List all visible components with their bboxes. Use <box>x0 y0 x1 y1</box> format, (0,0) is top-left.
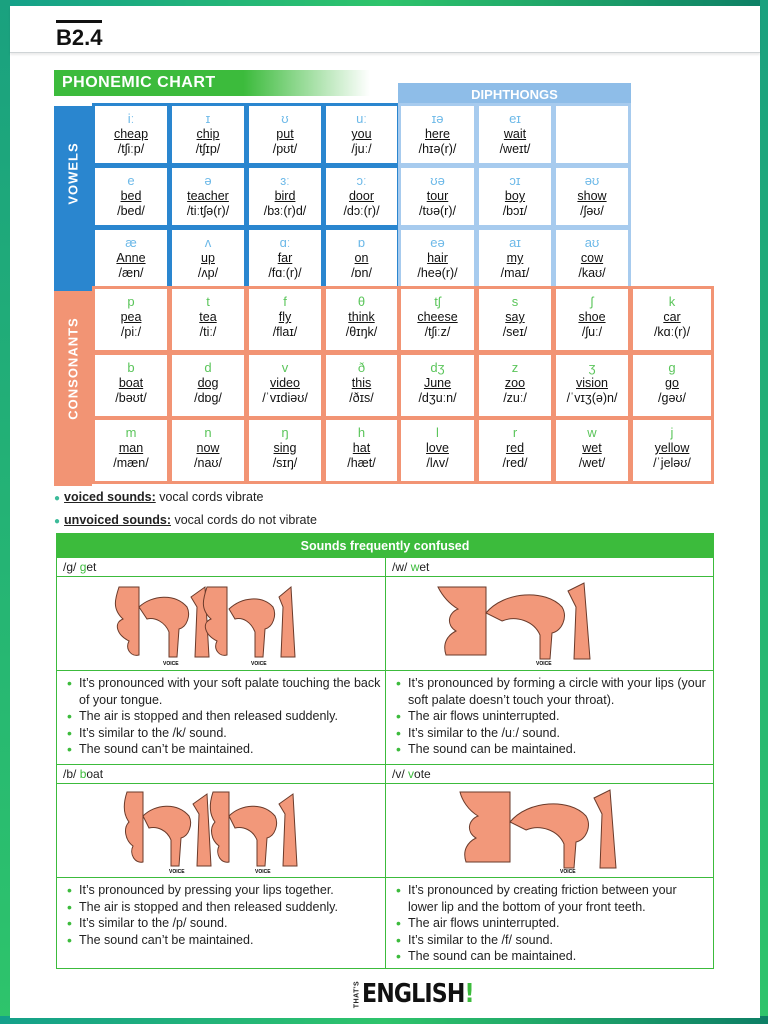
example-word: video <box>270 376 300 390</box>
list-item: • It’s pronounced by creating friction between your lower lip and the bottom of your front teeth. <box>408 882 709 915</box>
example-word: June <box>423 376 452 390</box>
panel-v <box>386 765 713 969</box>
phoneme-symbol: ɪə <box>431 111 444 126</box>
phoneme-symbol: s <box>511 294 519 309</box>
svg-text:VOICE: VOICE <box>163 661 179 667</box>
phoneme-cell <box>553 286 631 353</box>
phoneme-cell <box>169 417 247 484</box>
bullet-icon: ● <box>54 493 61 504</box>
transcription: /dɒg/ <box>194 391 222 405</box>
transcription: /maɪ/ <box>500 266 530 280</box>
transcription: /heə(r)/ <box>417 266 458 280</box>
transcription: /tiːtʃə(r)/ <box>186 204 230 218</box>
example-word: cheap <box>113 127 149 141</box>
consonants-label: CONSONANTS <box>65 317 81 420</box>
phoneme-cell <box>246 103 324 166</box>
phoneme-cell <box>398 286 477 353</box>
phoneme-cell <box>398 352 477 419</box>
phoneme-cell <box>323 352 400 419</box>
diphthongs-heading: DIPHTHONGS <box>398 83 631 107</box>
transcription: /ʃəʊ/ <box>580 204 604 218</box>
phoneme-cell <box>246 352 324 419</box>
example-word: boy <box>504 189 526 203</box>
phoneme-cell <box>476 165 554 228</box>
example-word: my <box>506 251 524 265</box>
phoneme-symbol: t <box>206 294 210 309</box>
list-item: • The air flows uninterrupted. <box>408 915 709 932</box>
voiced-desc: vocal cords vibrate <box>159 490 264 504</box>
phoneme-symbol: f <box>283 294 287 309</box>
transcription: /red/ <box>502 456 528 470</box>
transcription: /hæt/ <box>347 456 376 470</box>
phoneme-symbol: iː <box>127 111 135 126</box>
mouth-diagram <box>386 577 713 671</box>
left-border <box>0 0 10 1024</box>
phoneme-symbol: e <box>127 173 135 188</box>
phoneme-cell <box>92 352 170 419</box>
example-word: up <box>201 251 215 265</box>
unit-title: B2.4 <box>56 20 102 51</box>
logo-small-text: THAT'S <box>353 980 361 1008</box>
svg-text:VOICE: VOICE <box>255 869 271 875</box>
document-page <box>10 6 760 1018</box>
phoneme-symbol: ɒ <box>357 235 366 250</box>
phoneme-symbol: tʃ <box>434 294 441 309</box>
phoneme-cell <box>246 165 324 228</box>
list-item: • The sound can’t be maintained. <box>79 741 381 758</box>
phoneme-cell <box>92 417 170 484</box>
phoneme-symbol: v <box>281 360 289 375</box>
example-word: sing <box>273 441 297 455</box>
example-word: boat <box>118 376 144 390</box>
example-word: man <box>118 441 144 455</box>
phoneme-cell <box>398 227 477 290</box>
panel-label: /v/ vote <box>386 765 713 784</box>
transcription: /θɪŋk/ <box>345 325 378 339</box>
unvoiced-desc: vocal cords do not vibrate <box>174 513 317 527</box>
transcription: /ðɪs/ <box>349 391 374 405</box>
transcription: /ʌp/ <box>197 266 219 280</box>
transcription: /juː/ <box>351 142 372 156</box>
phoneme-symbol: ɑː <box>279 235 291 250</box>
example-word: tea <box>199 310 217 324</box>
example-word: zoo <box>504 376 526 390</box>
phoneme-symbol: k <box>668 294 676 309</box>
panel-g <box>57 558 385 764</box>
transcription: /lʌv/ <box>426 456 449 470</box>
phoneme-symbol: n <box>204 425 212 440</box>
phoneme-symbol: m <box>125 425 137 440</box>
phoneme-symbol: aʊ <box>584 235 600 250</box>
example-word: go <box>665 376 679 390</box>
example-word: now <box>196 441 220 455</box>
phoneme-symbol: w <box>587 425 597 440</box>
phoneme-symbol: ʌ <box>204 235 212 250</box>
example-word: put <box>276 127 294 141</box>
list-item: • The air is stopped and then released suddenly. <box>79 708 381 725</box>
phoneme-cell <box>246 227 324 290</box>
legend-voiced <box>54 490 263 504</box>
list-item: • The air flows uninterrupted. <box>408 708 709 725</box>
phoneme-symbol: b <box>127 360 135 375</box>
phoneme-symbol: d <box>204 360 212 375</box>
phoneme-cell <box>323 227 400 290</box>
description-list <box>386 671 713 758</box>
example-word: shoe <box>578 310 606 324</box>
phoneme-cell <box>92 227 170 290</box>
phoneme-cell <box>92 286 170 353</box>
phoneme-cell <box>553 227 631 290</box>
example-word: hair <box>427 251 448 265</box>
phoneme-cell <box>476 227 554 290</box>
bullet-icon: ● <box>54 516 61 527</box>
transcription: /kaʊ/ <box>578 266 606 280</box>
example-word: far <box>277 251 293 265</box>
phoneme-symbol: ʒ <box>588 360 596 375</box>
phoneme-cell <box>553 417 631 484</box>
phoneme-cell <box>169 227 247 290</box>
phoneme-cell <box>323 103 400 166</box>
phoneme-symbol: ɜː <box>280 173 290 188</box>
phoneme-symbol: θ <box>357 294 366 309</box>
voiced-term: voiced sounds: <box>64 490 156 504</box>
description-list <box>386 878 713 965</box>
example-word: fly <box>278 310 292 324</box>
phoneme-symbol: əʊ <box>584 173 600 188</box>
phoneme-symbol: ɪ <box>205 111 211 126</box>
phoneme-symbol: ʃ <box>590 294 594 309</box>
phoneme-cell <box>476 103 554 166</box>
list-item: • It’s similar to the /f/ sound. <box>408 932 709 949</box>
mouth-diagram <box>57 577 385 671</box>
example-word: show <box>577 189 607 203</box>
list-item: • It’s similar to the /uː/ sound. <box>408 725 709 742</box>
phoneme-symbol: æ <box>125 235 137 250</box>
phoneme-symbol: ɔː <box>356 173 367 188</box>
example-word: tour <box>426 189 449 203</box>
list-item: • It’s pronounced by pressing your lips together. <box>79 882 381 899</box>
example-word: chip <box>196 127 220 141</box>
transcription: /seɪ/ <box>502 325 528 339</box>
phoneme-symbol: ə <box>204 173 212 188</box>
example-word: bird <box>274 189 296 203</box>
description-list <box>57 878 385 948</box>
chart-title: PHONEMIC CHART <box>54 70 370 96</box>
transcription: /zuː/ <box>503 391 527 405</box>
phoneme-cell <box>553 165 631 228</box>
list-item: • It’s similar to the /p/ sound. <box>79 915 381 932</box>
mouth-diagram <box>386 784 713 878</box>
phoneme-symbol: ŋ <box>281 425 289 440</box>
thats-english-logo <box>342 978 493 1010</box>
example-word: yellow <box>654 441 690 455</box>
phoneme-cell <box>553 352 631 419</box>
example-word: think <box>348 310 375 324</box>
sounds-confused-section <box>56 533 714 969</box>
transcription: /tiː/ <box>199 325 217 339</box>
phoneme-symbol: aɪ <box>509 235 521 250</box>
transcription: /bɜː(r)d/ <box>263 204 307 218</box>
list-item: • It’s similar to the /k/ sound. <box>79 725 381 742</box>
example-word: say <box>505 310 525 324</box>
vowels-side-label <box>54 106 92 291</box>
phoneme-symbol <box>556 111 628 127</box>
phoneme-cell <box>246 417 324 484</box>
phoneme-cell <box>630 417 714 484</box>
phoneme-symbol: z <box>511 360 519 375</box>
transcription: /ɒn/ <box>351 266 372 280</box>
transcription: /tʃiːz/ <box>424 325 451 339</box>
transcription: /bəʊt/ <box>115 391 147 405</box>
phoneme-cell <box>169 286 247 353</box>
transcription: /ˈvɪdiəʊ/ <box>262 391 308 405</box>
phoneme-cell <box>476 286 554 353</box>
list-item: • The sound can’t be maintained. <box>79 932 381 949</box>
svg-text:VOICE: VOICE <box>169 869 185 875</box>
example-word: red <box>505 441 525 455</box>
phoneme-symbol: uː <box>356 111 367 126</box>
phoneme-cell <box>92 103 170 166</box>
phoneme-cell <box>323 417 400 484</box>
example-word: bed <box>120 189 142 203</box>
transcription: /tʃiːp/ <box>117 142 145 156</box>
example-word: wait <box>503 127 527 141</box>
phoneme-symbol: ʊ <box>281 111 289 126</box>
phoneme-cell <box>476 417 554 484</box>
phoneme-symbol: ʊə <box>430 173 445 188</box>
transcription: /piː/ <box>120 325 142 339</box>
phoneme-cell <box>398 165 477 228</box>
phoneme-symbol: p <box>127 294 135 309</box>
phoneme-cell <box>169 103 247 166</box>
transcription: /dʒuːn/ <box>418 391 457 405</box>
list-item: • The sound can be maintained. <box>408 948 709 965</box>
transcription: /ˈvɪʒ(ə)n/ <box>566 391 618 405</box>
phoneme-symbol: eə <box>430 235 445 250</box>
list-item: • The sound can be maintained. <box>408 741 709 758</box>
svg-text:VOICE: VOICE <box>536 661 552 667</box>
example-word: wet <box>582 441 602 455</box>
phoneme-symbol: eɪ <box>509 111 521 126</box>
panel-w <box>386 558 713 764</box>
phoneme-cell <box>398 417 477 484</box>
transcription: /wet/ <box>578 456 606 470</box>
phoneme-cell <box>323 165 400 228</box>
svg-text:VOICE: VOICE <box>251 661 267 667</box>
example-word: on <box>354 251 369 265</box>
vowels-label: VOWELS <box>65 142 81 205</box>
transcription: /bed/ <box>117 204 145 218</box>
legend-unvoiced <box>54 513 317 527</box>
phoneme-cell <box>630 286 714 353</box>
example-word: pea <box>120 310 142 324</box>
transcription: /gəʊ/ <box>658 391 686 405</box>
transcription: /flaɪ/ <box>272 325 298 339</box>
example-word: hat <box>352 441 371 455</box>
transcription: /tʃɪp/ <box>195 142 221 156</box>
mouth-diagram <box>57 784 385 878</box>
phoneme-cell <box>553 103 631 166</box>
example-word: vision <box>576 376 608 390</box>
confused-heading: Sounds frequently confused <box>57 534 713 558</box>
transcription: /æn/ <box>118 266 144 280</box>
phoneme-symbol: j <box>670 425 674 440</box>
phoneme-cell <box>398 103 477 166</box>
transcription: /naʊ/ <box>194 456 222 470</box>
phoneme-cell <box>92 165 170 228</box>
phoneme-symbol: r <box>512 425 518 440</box>
example-word: dog <box>197 376 219 390</box>
list-item: • The air is stopped and then released suddenly. <box>79 899 381 916</box>
phoneme-cell <box>246 286 324 353</box>
phoneme-cell <box>630 352 714 419</box>
example-word: love <box>426 441 449 455</box>
list-item: • It’s pronounced by forming a circle with your lips (your soft palate doesn’t touch your throat). <box>408 675 709 708</box>
phoneme-symbol: g <box>668 360 676 375</box>
phoneme-symbol: ɔɪ <box>509 173 521 188</box>
description-list <box>57 671 385 758</box>
panel-label: /w/ wet <box>386 558 713 577</box>
svg-text:VOICE: VOICE <box>560 869 576 875</box>
transcription: /hɪə(r)/ <box>418 142 457 156</box>
phoneme-cell <box>323 286 400 353</box>
transcription: /ʃuː/ <box>581 325 603 339</box>
example-word: teacher <box>187 189 229 203</box>
example-word: cow <box>580 251 604 265</box>
consonants-side-label <box>54 291 92 486</box>
phoneme-cell <box>169 165 247 228</box>
example-word: here <box>424 127 451 141</box>
transcription: /sɪŋ/ <box>272 456 298 470</box>
example-word: car <box>663 310 681 324</box>
phoneme-cell <box>476 352 554 419</box>
right-border <box>760 0 768 1024</box>
phoneme-symbol: h <box>357 425 366 440</box>
example-word: you <box>351 127 372 141</box>
transcription: /ˈjeləʊ/ <box>653 456 691 470</box>
example-word: Anne <box>116 251 146 265</box>
example-word: cheese <box>417 310 458 324</box>
logo-main-text: ENGLISH! <box>362 979 474 1009</box>
page-header <box>10 6 760 53</box>
transcription: /dɔː(r)/ <box>343 204 380 218</box>
transcription: /weɪt/ <box>499 142 531 156</box>
phoneme-symbol: ð <box>357 360 366 375</box>
panel-label: /b/ boat <box>57 765 385 784</box>
transcription: /fɑː(r)/ <box>268 266 302 280</box>
example-word: this <box>351 376 372 390</box>
transcription: /mæn/ <box>113 456 149 470</box>
transcription: /pʊt/ <box>272 142 298 156</box>
transcription: /tʊə(r)/ <box>419 204 456 218</box>
phoneme-cell <box>169 352 247 419</box>
transcription: /bɔɪ/ <box>502 204 528 218</box>
phoneme-symbol: l <box>436 425 439 440</box>
example-word: door <box>348 189 375 203</box>
panel-b <box>57 765 385 969</box>
unvoiced-term: unvoiced sounds: <box>64 513 171 527</box>
list-item: • It’s pronounced with your soft palate touching the back of your tongue. <box>79 675 381 708</box>
transcription: /kɑː(r)/ <box>653 325 691 339</box>
panel-label: /g/ get <box>57 558 385 577</box>
phoneme-symbol: dʒ <box>430 360 445 375</box>
